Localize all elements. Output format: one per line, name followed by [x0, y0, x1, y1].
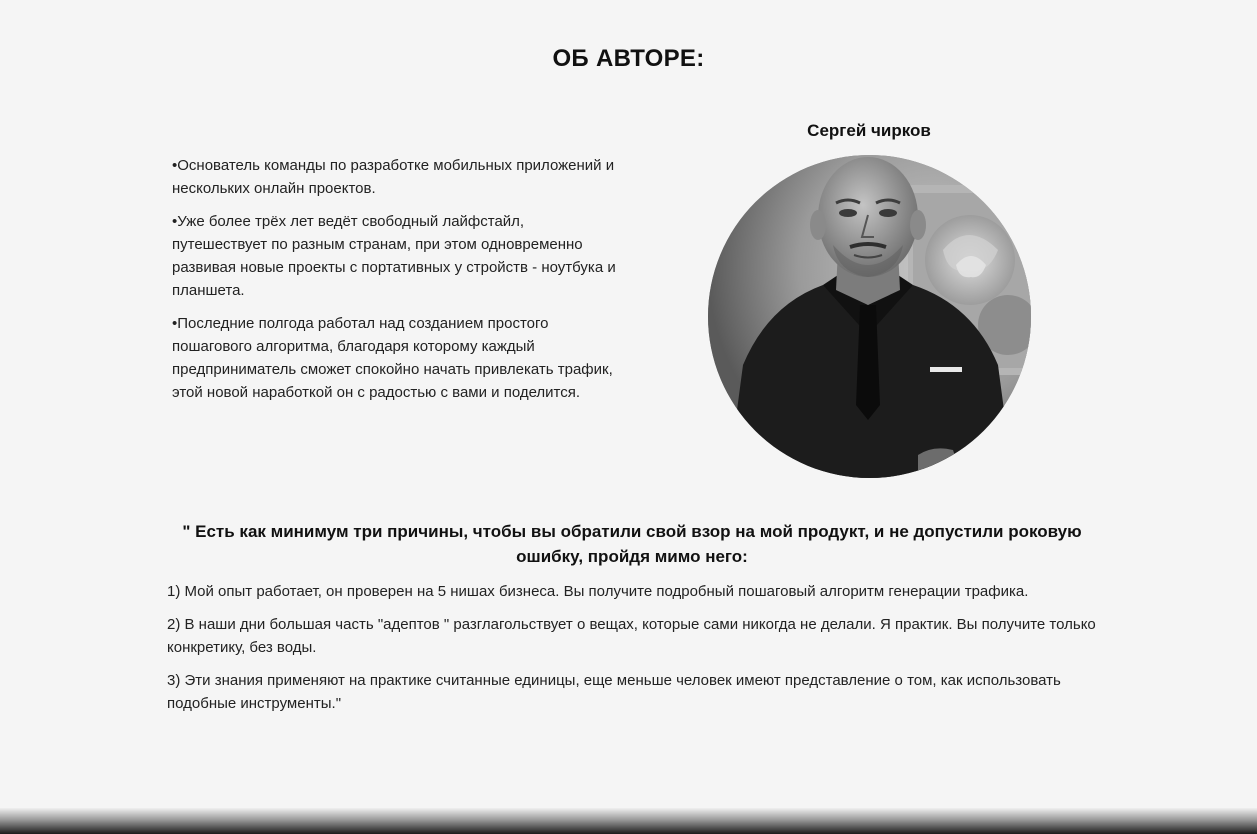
- author-name: Сергей чирков: [807, 121, 931, 140]
- bio-paragraph: •Основатель команды по разработке мобильных приложений и нескольких онлайн проектов.: [172, 157, 615, 197]
- bottom-shadow-divider: [0, 808, 1257, 834]
- reason-item: 1) Мой опыт работает, он проверен на 5 нишах бизнеса. Вы получите подробный пошаговый алгоритм генерации трафика.: [167, 583, 1029, 600]
- quote-heading: " Есть как минимум три причины, чтобы вы обратили свой взор на мой продукт, и не допустили роковую ошибку, пройдя мимо него:: [182, 522, 1082, 566]
- section-title: ОБ АВТОРЕ:: [552, 45, 705, 72]
- bio-paragraph: •Последние полгода работал над созданием простого пошагового алгоритма, благодаря которому каждый предприниматель сможет спокойно начать привлекать трафик, этой новой наработкой он с радостью с вами и поделится.: [172, 315, 613, 401]
- reason-item: 3) Эти знания применяют на практике считанные единицы, еще меньше человек имеют представление о том, как использовать подобные инструменты.": [167, 672, 1061, 712]
- reason-item: 2) В наши дни большая часть "адептов " разглагольствует о вещах, которые сами никогда не делали. Я практик. Вы получите только конкретику, без воды.: [167, 616, 1096, 656]
- author-portrait-image: [708, 155, 1031, 478]
- reasons-list: [167, 580, 1097, 725]
- bio-paragraph: •Уже более трёх лет ведёт свободный лайфстайл, путешествует по разным странам, при этом одновременно развивая новые проекты с портативных у стройств - ноутбука и планшета.: [172, 213, 616, 299]
- author-bio: [172, 154, 622, 414]
- author-photo: [708, 155, 1031, 478]
